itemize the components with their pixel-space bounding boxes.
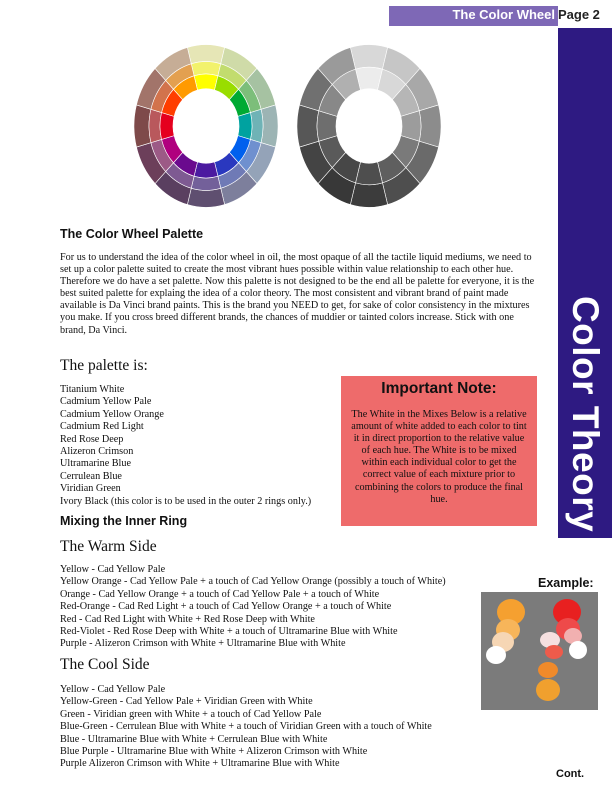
palette-list-item: Red Rose Deep — [60, 433, 124, 445]
paint-example-image — [481, 592, 598, 710]
color-wheel-middle-segment — [191, 62, 221, 76]
warm-mix-item: Purple - Alizeron Crimson with White + Ultramarine Blue with White — [60, 638, 346, 650]
color-wheel-outer-segment — [187, 188, 224, 207]
palette-list-item: Cadmium Yellow Orange — [60, 408, 164, 420]
color-wheel-outer-segment — [187, 45, 224, 64]
example-label: Example: — [538, 576, 594, 590]
cool-mix-item: Blue-Green - Cerrulean Blue with White + a touch of Viridian Green with a touch of White — [60, 721, 432, 733]
color-wheel-outer-segment — [261, 105, 278, 147]
cool-mix-item: Green - Viridian green with White + a touch of Cad Yellow Pale — [60, 708, 322, 720]
color-wheel-inner-segment — [194, 162, 218, 178]
cool-mix-item: Yellow - Cad Yellow Pale — [60, 684, 166, 695]
color-wheel-inner-segment — [238, 113, 252, 140]
warm-mix-item: Red - Cad Red Light with White + Red Rose Deep with White — [60, 613, 315, 625]
gray-wheel-outer-segment — [350, 183, 387, 208]
palette-list-item: Ivory Black (this color is to be used in the outer 2 rings only.) — [60, 495, 312, 507]
continued-label: Cont. — [556, 768, 585, 780]
palette-list-item: Titanium White — [60, 384, 125, 395]
header-title: The Color Wheel — [452, 7, 555, 22]
cool-mix-item: Blue - Ultramarine Blue with White + Cerrulean Blue with White — [60, 733, 328, 745]
cool-mix-item: Purple Alizeron Crimson with White + Ultramarine Blue with White — [60, 758, 340, 770]
cool-side-heading: The Cool Side — [60, 656, 150, 673]
warm-side-heading: The Warm Side — [60, 538, 157, 555]
warm-mix-list — [60, 564, 446, 651]
palette-list — [60, 384, 311, 508]
warm-mix-item: Red-Orange - Cad Red Light + a touch of Cad Yellow Orange + a touch of White — [60, 601, 392, 613]
page-number: Page 2 — [558, 7, 600, 22]
palette-list-item: Cadmium Yellow Pale — [60, 396, 152, 408]
grayscale-wheel — [296, 44, 442, 209]
color-wheel-inner-segment — [194, 74, 218, 90]
color-wheel — [133, 44, 279, 209]
warm-mix-item: Yellow - Cad Yellow Pale — [60, 564, 166, 575]
color-wheel-inner-segment — [160, 113, 174, 140]
palette-list-item: Viridian Green — [60, 483, 121, 495]
cool-mix-item: Yellow-Green - Cad Yellow Pale + Viridian Green with White — [60, 696, 313, 708]
intro-paragraph: For us to understand the idea of the color wheel in oil, the most opaque of all the tactile liquid mediums, we need to set up a color palette suited to create the most vibrant hues possible within value relationship to each other hue. Therefore we do have a set palette. Now this palette is not designed to be the end all be palette for everyone, it is the best suited palette for explaing the idea of a color theory. The most consistent and vibrant brand of paint made available is Da Vinci brand paints. This is the brand you NEED to get, for sake of color consistency in the mixtures you make. If you cross breed different brands, the chances of muddier or tainted colors increase. Stick with one brand, Da Vinci. — [60, 252, 535, 336]
warm-mix-item: Orange - Cad Yellow Orange + a touch of Cad Yellow Pale + a touch of White — [60, 588, 380, 600]
palette-list-item: Cerrulean Blue — [60, 470, 122, 482]
palette-list-item: Cadmium Red Light — [60, 421, 144, 433]
palette-heading: The palette is: — [60, 357, 148, 374]
cool-mix-item: Blue Purple - Ultramarine Blue with White + Alizeron Crimson with White — [60, 746, 368, 758]
gray-wheel-outer-segment — [419, 105, 441, 147]
side-title-container — [558, 295, 612, 565]
warm-mix-item: Yellow Orange - Cad Yellow Pale + a touch of Cad Yellow Orange (possibly a touch of White) — [60, 576, 446, 588]
cool-mix-list — [60, 684, 432, 771]
palette-list-item: Ultramarine Blue — [60, 458, 132, 470]
palette-section-heading: The Color Wheel Palette — [60, 227, 204, 241]
inner-ring-heading: Mixing the Inner Ring — [60, 514, 188, 528]
gray-wheel-outer-segment — [350, 45, 387, 70]
gray-wheel-outer-segment — [297, 105, 319, 147]
side-title: Color Theory 1 — [565, 295, 606, 565]
warm-mix-item: Red-Violet - Red Rose Deep with White + a touch of Ultramarine Blue with White — [60, 626, 398, 638]
important-note-title: Important Note: — [381, 380, 497, 397]
color-wheel-middle-segment — [191, 176, 221, 190]
important-note-body: The White in the Mixes Below is a relative amount of white added to each color to tint it in direct proportion to the relative value of each hue. The White is to be mixed within each individual color to get the correct value of each mixture prior to combining the colors to produce the final hue. — [351, 409, 527, 505]
color-wheel-outer-segment — [134, 105, 151, 147]
palette-list-item: Alizeron Crimson — [60, 446, 134, 458]
